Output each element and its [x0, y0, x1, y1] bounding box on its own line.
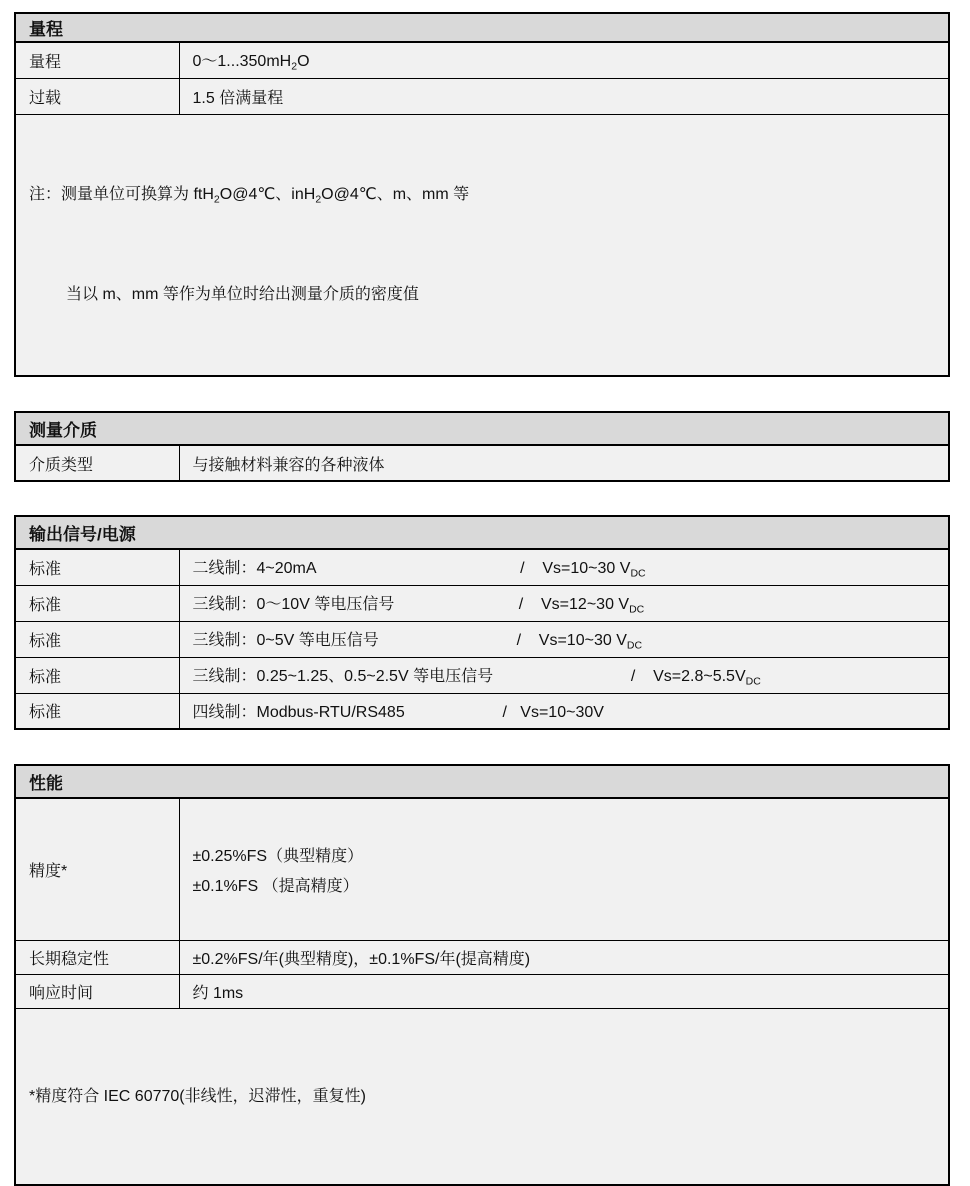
row-value: 约 1ms [179, 975, 949, 1009]
table-row [15, 1009, 949, 1186]
table-row [15, 693, 949, 729]
row-label: 响应时间 [15, 975, 179, 1009]
row-label: 标准 [15, 585, 179, 621]
medium-table-header: 测量介质 [15, 412, 949, 445]
table-row [15, 549, 949, 585]
row-value: 三线制：0~5V 等电压信号 / Vs=10~30 $V_{DC}$ [179, 621, 949, 657]
table-row [15, 78, 949, 114]
table-note [15, 1009, 949, 1186]
row-label: 量程 [15, 42, 179, 78]
row-value [179, 798, 949, 941]
table-row [15, 42, 949, 78]
table-gap [14, 377, 970, 411]
row-label: 标准 [15, 549, 179, 585]
table-row [15, 765, 949, 798]
table-row [15, 114, 949, 376]
row-label: 过载 [15, 78, 179, 114]
table-row [15, 621, 949, 657]
row-label: 介质类型 [15, 445, 179, 481]
row-value: $0\sim 1...350mH_2O$ [179, 42, 949, 78]
row-value: 1.5 倍满量程 [179, 78, 949, 114]
accuracy-lines [193, 835, 943, 904]
row-value: 三线制：0.25~1.25、0.5~2.5V 等电压信号 / $Vs=2.8\sim 5.5V_{DC}$ [179, 657, 949, 693]
row-label: 标准 [15, 621, 179, 657]
table-row [15, 585, 949, 621]
medium-table [14, 411, 950, 482]
note-line: 注：测量单位可换算为 ftH$_2$O@4℃、inH$_2$O@4℃、m、mm 等 [29, 185, 470, 205]
row-value: 三线制：0～10V 等电压信号 / Vs=12~30 $V_{DC}$ [179, 585, 949, 621]
range-table-header: 量程 [15, 13, 949, 42]
range-table [14, 12, 950, 377]
table-row [15, 13, 949, 42]
table-row [15, 941, 949, 975]
accuracy-line: ±0.25%FS（典型精度） [192, 847, 364, 865]
row-label: 精度* [15, 798, 179, 941]
table-row [15, 798, 949, 941]
row-value: 二线制：4~20mA / Vs=10~30 $V_{DC}$ [179, 549, 949, 585]
table-row [15, 975, 949, 1009]
table-row [15, 412, 949, 445]
table-gap [14, 482, 970, 515]
row-value: 与接触材料兼容的各种液体 [179, 445, 949, 481]
row-label: 长期稳定性 [15, 941, 179, 975]
note-line: *精度符合 IEC 60770(非线性，迟滞性，重复性) [29, 1088, 366, 1105]
note-line: 当以 m、mm 等作为单位时给出测量介质的密度值 [66, 286, 419, 303]
accuracy-line: ±0.1%FS （提高精度） [192, 878, 359, 896]
output-signal-table [14, 515, 950, 730]
output-signal-table-header: 输出信号/电源 [15, 516, 949, 549]
table-gap [14, 730, 970, 764]
table-note [15, 114, 949, 376]
table-row [15, 445, 949, 481]
table-row [15, 516, 949, 549]
row-label: 标准 [15, 693, 179, 729]
table-row [15, 657, 949, 693]
row-value: 四线制：Modbus-RTU/RS485 / Vs=10~30V [179, 693, 949, 729]
performance-table [14, 764, 950, 1186]
row-label: 标准 [15, 657, 179, 693]
row-value: ±0.2%FS/年(典型精度)，±0.1%FS/年(提高精度) [179, 941, 949, 975]
performance-table-header: 性能 [15, 765, 949, 798]
